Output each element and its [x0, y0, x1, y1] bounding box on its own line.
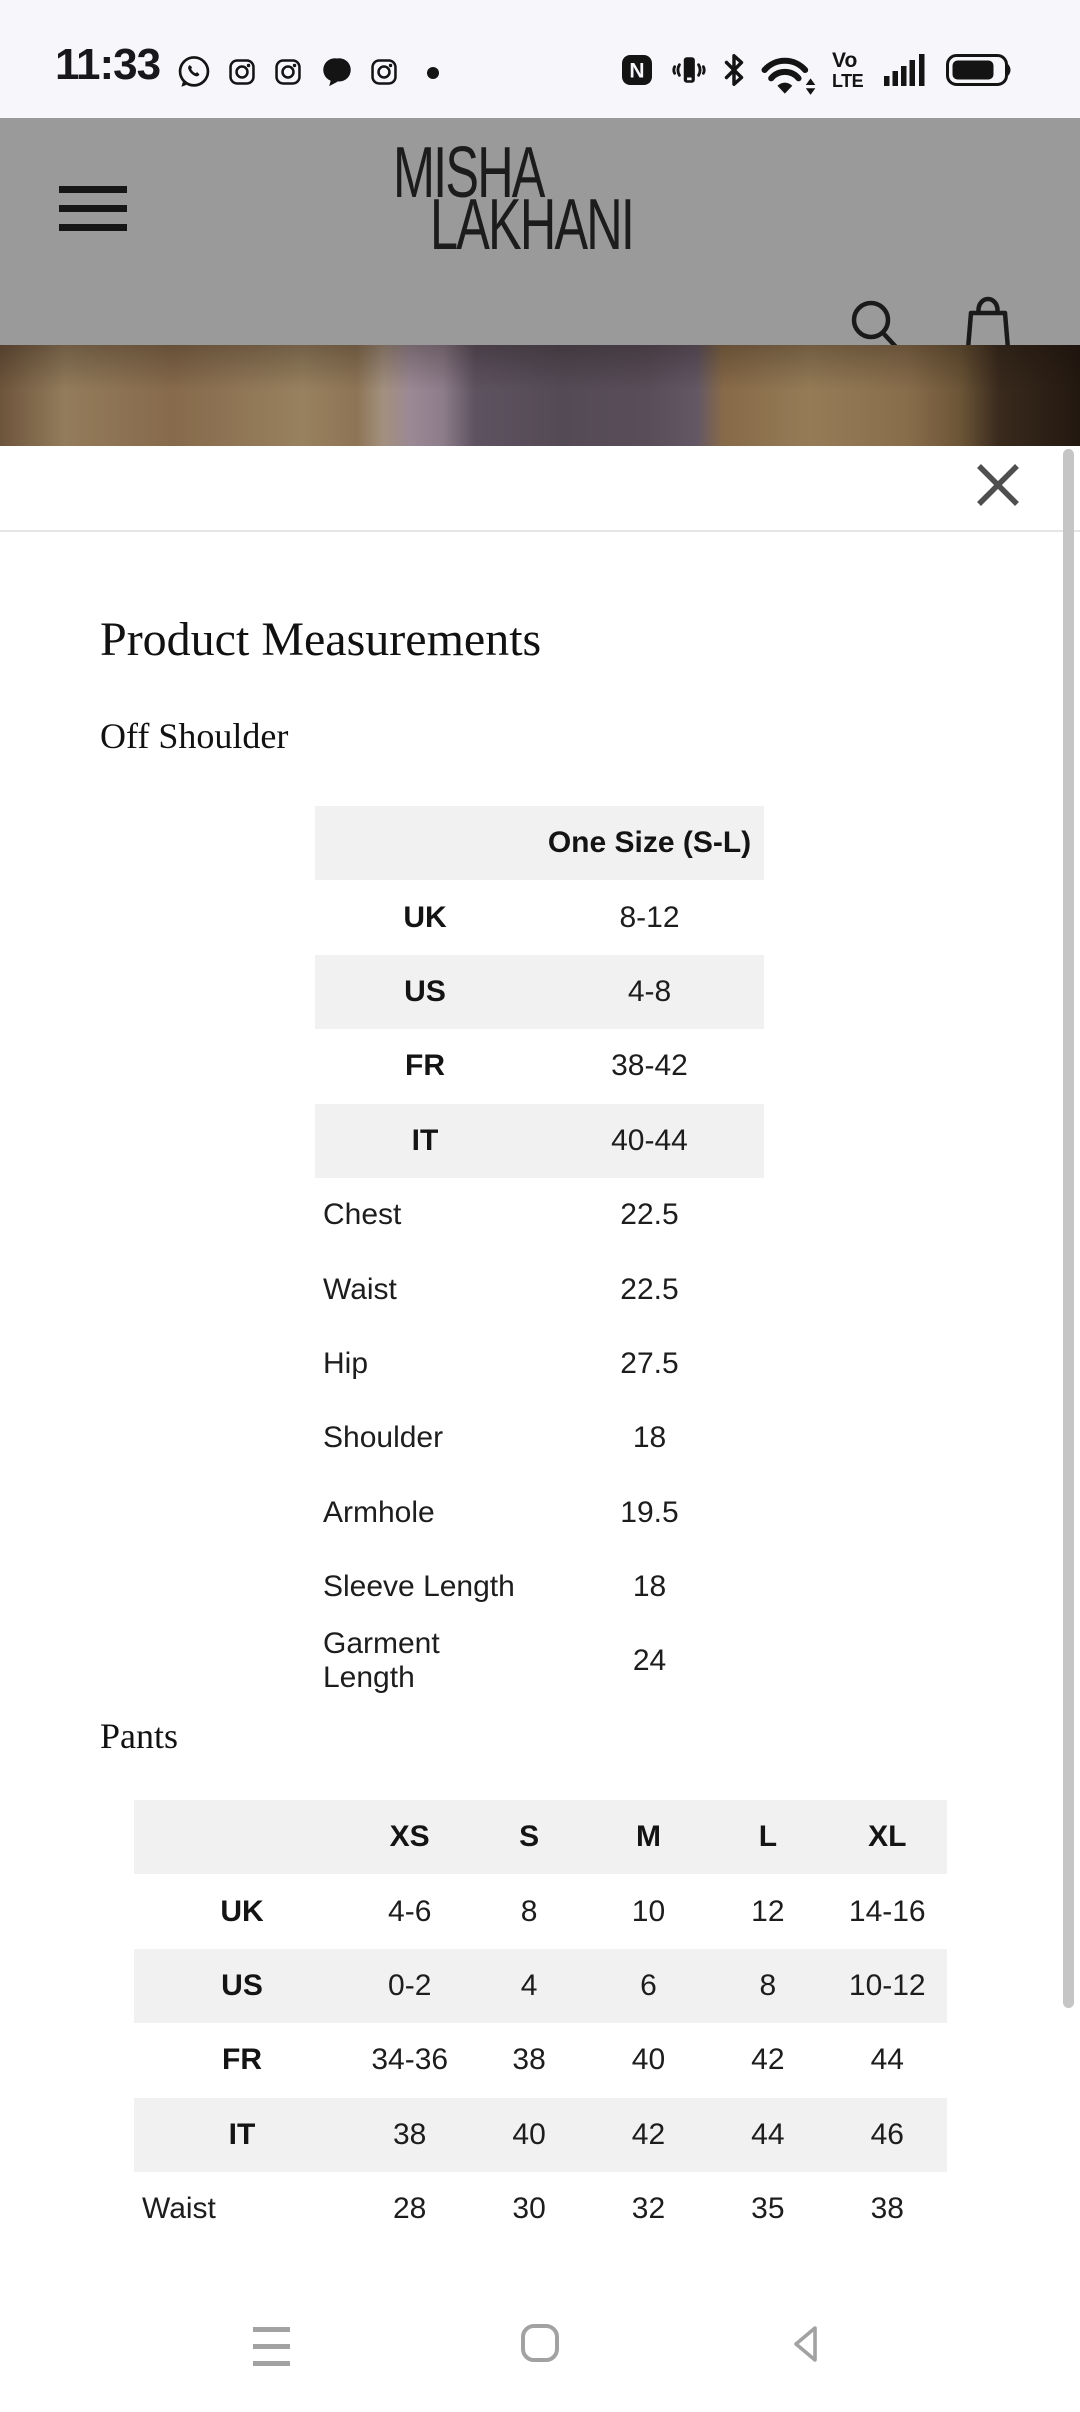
chat-icon — [320, 56, 354, 93]
close-icon[interactable] — [970, 458, 1026, 514]
home-icon[interactable] — [521, 2324, 559, 2362]
section-heading-pants: Pants — [100, 1716, 179, 1756]
menu-icon[interactable] — [59, 186, 127, 232]
table-row: US 4-8 — [315, 955, 764, 1029]
table-row: UK 8-12 — [403, 900, 680, 934]
table-header-row — [315, 806, 764, 880]
column-header: M — [635, 1820, 661, 1854]
table-row: Garment Length 24 — [323, 1627, 667, 1695]
page-title: Product Measurements — [100, 613, 542, 666]
column-header: S — [519, 1820, 540, 1854]
scrollbar-thumb[interactable] — [1063, 449, 1074, 2008]
table-row: Armhole 19.5 — [323, 1495, 679, 1529]
section-heading-off-shoulder: Off Shoulder — [100, 716, 289, 756]
signal-icon — [884, 52, 926, 93]
status-bar — [0, 0, 1080, 118]
table-row: Chest 22.5 — [323, 1198, 679, 1232]
brand-logo[interactable] — [385, 130, 656, 265]
instagram-icon — [368, 56, 400, 93]
table-row: FR 34-36 38 40 42 44 — [222, 2043, 904, 2077]
table-row: Sleeve Length 18 — [323, 1570, 667, 1604]
table-row: Shoulder 18 — [323, 1421, 667, 1455]
notification-dot — [426, 66, 440, 85]
svg-text:N: N — [629, 59, 645, 83]
table-row: Hip 27.5 — [323, 1346, 679, 1380]
divider — [0, 530, 1080, 532]
logo-line-1: MISHA — [393, 130, 544, 213]
table-row: UK 4-6 8 10 12 14-16 — [220, 1894, 926, 1928]
nfc-icon — [618, 52, 656, 93]
off-shoulder-table — [315, 806, 764, 1699]
table-row: IT 38 40 42 44 46 — [134, 2098, 947, 2172]
site-header — [0, 118, 1080, 345]
product-photo — [0, 345, 1080, 446]
vibrate-icon — [668, 52, 710, 93]
table-row: US 0-2 4 6 8 10-12 — [134, 1949, 947, 2023]
battery-icon — [946, 54, 1014, 91]
status-time: 11:33 — [55, 40, 161, 89]
logo-line-2: LAKHANI — [430, 182, 634, 265]
table-row: Waist 28 30 32 35 38 — [142, 2192, 904, 2226]
volte-label: Vo LTE — [832, 49, 864, 91]
column-header: XL — [868, 1820, 907, 1854]
table-header-row — [134, 1800, 947, 1874]
table-row: IT 40-44 — [315, 1104, 764, 1178]
system-nav-bar — [0, 2290, 1080, 2412]
back-icon[interactable] — [787, 2322, 825, 2369]
pants-table — [134, 1800, 947, 2246]
table-row: Waist 22.5 — [323, 1272, 679, 1306]
wifi-icon — [760, 52, 818, 103]
table-row: FR 38-42 — [405, 1049, 688, 1083]
whatsapp-icon — [176, 54, 212, 95]
column-header: One Size (S-L) — [547, 826, 752, 860]
instagram-icon — [226, 56, 258, 93]
recents-icon[interactable] — [253, 2327, 290, 2378]
instagram-icon — [272, 56, 304, 93]
bluetooth-icon — [722, 52, 746, 93]
column-header: L — [758, 1820, 778, 1854]
measurements-modal — [0, 446, 1080, 2412]
column-header: XS — [389, 1820, 430, 1854]
